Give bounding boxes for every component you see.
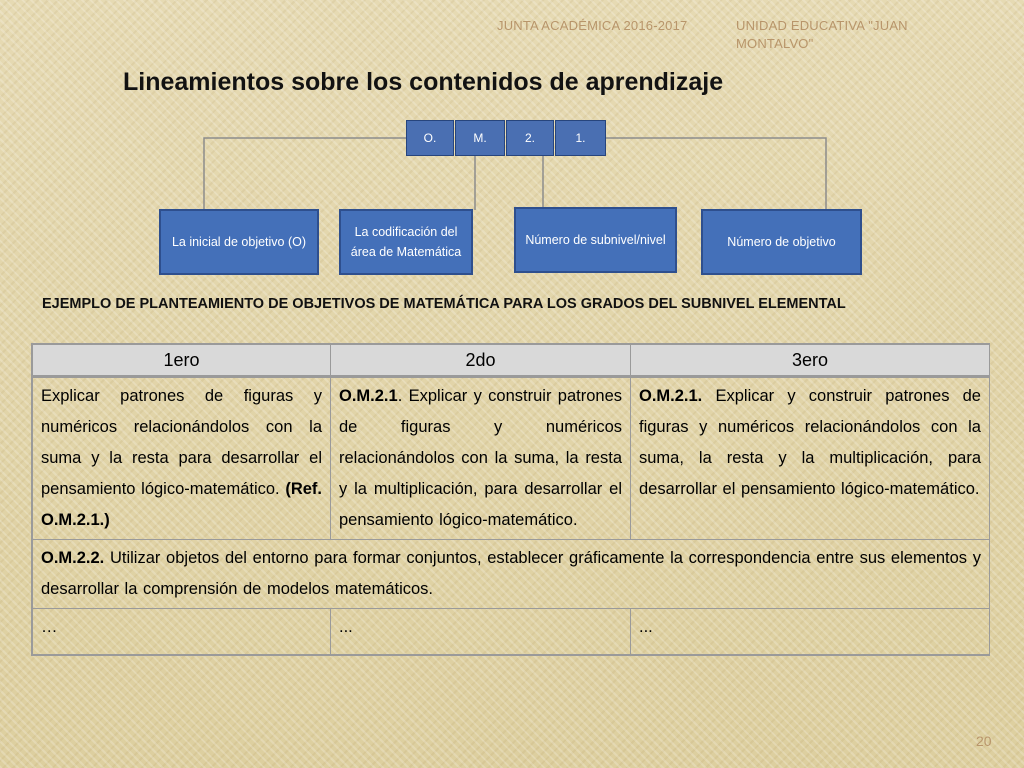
- label-area-code: La codificación del área de Matemática: [339, 209, 473, 275]
- cell-text: Explicar patrones de figuras y numéricos relacionándolos con la suma y la resta para desarrollar el pensamiento lógico-matemático.: [41, 387, 322, 498]
- cell-ellipsis-3ero: ...: [631, 609, 990, 655]
- cell-ellipsis-2do: ...: [331, 609, 631, 655]
- cell-ref: (Ref. O.M.2.1.): [41, 480, 322, 529]
- connector-o: [204, 138, 406, 210]
- table-row: [33, 377, 990, 540]
- column-header-3ero: 3ero: [631, 345, 990, 377]
- objectives-table: [31, 343, 990, 656]
- cell-text: . Explicar y construir patrones de figuras y numéricos relacionándolos con la suma, la resta y la multiplicación, para desarrollar el pensamiento lógico-matemático.: [339, 387, 622, 529]
- cell-code: O.M.2.1: [339, 387, 398, 405]
- page-title: Lineamientos sobre los contenidos de aprendizaje: [123, 68, 724, 96]
- cell-text: Explicar y construir patrones de figuras y numéricos relacionándolos con la suma, la resta y la multiplicación, para desarrollar el pensamiento lógico-matemático.: [639, 387, 981, 498]
- page-number: 20: [976, 733, 992, 749]
- cell-text: Utilizar objetos del entorno para formar conjuntos, establecer gráficamente la correspondencia entre sus elementos y desarrollar la comprensión de modelos matemáticos.: [41, 549, 981, 598]
- column-header-1ero: 1ero: [33, 345, 331, 377]
- code-part-2: 2.: [506, 120, 554, 156]
- code-part-o: O.: [406, 120, 454, 156]
- code-part-m: M.: [455, 120, 505, 156]
- cell-1ero-objective: [33, 377, 331, 540]
- label-sublevel-number: Número de subnivel/nivel: [514, 207, 677, 273]
- table-header-row: [33, 345, 990, 377]
- label-objective-number: Número de objetivo: [701, 209, 862, 275]
- section-subtitle: EJEMPLO DE PLANTEAMIENTO DE OBJETIVOS DE MATEMÁTICA PARA LOS GRADOS DEL SUBNIVEL ELEMENTAL: [42, 296, 846, 312]
- cell-shared-objective: [33, 540, 990, 609]
- cell-code: O.M.2.1.: [639, 387, 703, 405]
- header-academic-year: JUNTA ACADÉMICA 2016-2017: [497, 18, 688, 33]
- connector-1: [606, 138, 826, 210]
- cell-code: O.M.2.2.: [41, 549, 105, 567]
- label-objective-initial: La inicial de objetivo (O): [159, 209, 319, 275]
- table-row: [33, 540, 990, 609]
- cell-2do-objective: [331, 377, 631, 540]
- table-row: [33, 609, 990, 655]
- cell-ellipsis-1ero: …: [33, 609, 331, 655]
- cell-3ero-objective: [631, 377, 990, 540]
- header-school-name: UNIDAD EDUCATIVA "JUAN MONTALVO": [736, 18, 908, 51]
- code-part-1: 1.: [555, 120, 606, 156]
- column-header-2do: 2do: [331, 345, 631, 377]
